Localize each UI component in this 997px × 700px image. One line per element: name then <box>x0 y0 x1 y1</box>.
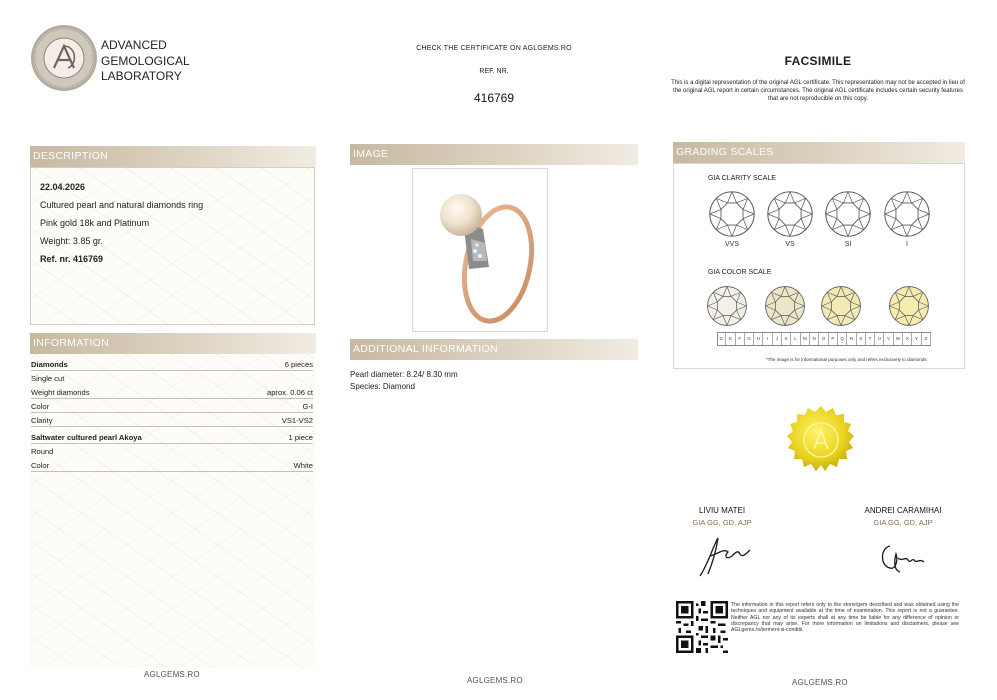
footer-center: AGLGEMS.RO <box>467 676 523 685</box>
color-letter: L <box>791 333 800 345</box>
info-row <box>31 414 313 427</box>
signature-credentials-2: GIA GG, GD, AJP <box>873 518 933 527</box>
info-row <box>31 358 313 371</box>
footer-right: AGLGEMS.RO <box>792 678 848 687</box>
legal-disclaimer: The information in this report refers only to the stone/gem described and was obtained using the techniques and equipment available at the time of examination. This report is not a guarantee. Neither AGL nor any of its experts shall at any time be liable for any difference of opinion or discrepancy that may arise. For more information on limitations and disclaimers, please see AGLgems.ro/termeni-si-conditii. <box>731 602 959 634</box>
signature-name-1: LIVIU MATEI <box>698 506 746 515</box>
species: Species: Diamond <box>350 382 415 391</box>
diamond-icon <box>820 285 862 327</box>
info-row <box>31 372 313 385</box>
info-row <box>31 459 313 472</box>
item-description: Cultured pearl and natural diamonds ring <box>40 200 204 210</box>
diamond-icon <box>824 190 872 238</box>
color-letter: D <box>717 333 726 345</box>
facsimile-notice: This is a digital representation of the original AGL certificate. This representation may not be accepted in lieu of the original AGL report in certain circumstances. The original AGL certificate includes certain security features that are not reproducible on this copy. <box>671 80 965 102</box>
information-header: INFORMATION <box>30 333 316 354</box>
info-row-value: 1 piece <box>288 433 313 442</box>
color-letter: T <box>866 333 875 345</box>
description-panel <box>30 167 315 325</box>
color-gem <box>706 285 748 332</box>
signature-liviu-matei <box>694 534 754 580</box>
color-letter: Y <box>912 333 921 345</box>
clarity-gem <box>708 190 756 248</box>
info-row <box>31 386 313 399</box>
grading-scales-header: GRADING SCALES <box>673 142 965 163</box>
color-letter: F <box>736 333 745 345</box>
footer-left: AGLGEMS.RO <box>144 670 200 679</box>
color-letter: J <box>773 333 782 345</box>
org-name-line-1: ADVANCED <box>101 38 167 52</box>
description-ref: Ref. nr. 416769 <box>40 254 104 264</box>
info-row-key: Color <box>31 402 50 411</box>
facsimile-title: FACSIMILE <box>784 54 852 68</box>
color-letter: H <box>754 333 763 345</box>
color-letter: I <box>764 333 773 345</box>
check-certificate-text: CHECK THE CERTIFICATE ON AGLGEMS.RO <box>416 45 572 52</box>
info-row <box>31 400 313 413</box>
diamond-icon <box>708 190 756 238</box>
color-letter: V <box>885 333 894 345</box>
image-header: IMAGE <box>350 144 638 165</box>
color-letter: K <box>782 333 791 345</box>
org-name-line-2: GEMOLOGICAL <box>101 53 190 68</box>
info-row-key: Round <box>31 447 54 456</box>
diamond-icon <box>766 190 814 238</box>
color-letter: X <box>903 333 912 345</box>
color-scale-title: GIA COLOR SCALE <box>708 269 772 276</box>
info-row-value: aprox. 0.06 ct <box>266 388 313 397</box>
gold-seal-icon <box>786 405 856 475</box>
info-row-key: Diamonds <box>31 360 68 369</box>
info-row-key: Single cut <box>31 374 65 383</box>
color-letter: Z <box>922 333 931 345</box>
diamond-icon <box>706 285 748 327</box>
item-weight: Weight: 3.85 gr. <box>40 236 103 246</box>
color-letter: S <box>857 333 866 345</box>
info-row-key: Saltwater cultured pearl Akoya <box>31 433 142 442</box>
color-letter: P <box>829 333 838 345</box>
clarity-label: SI <box>844 241 852 248</box>
info-row-value: White <box>293 461 313 470</box>
color-letter: M <box>801 333 810 345</box>
clarity-gem <box>883 190 931 248</box>
color-gem <box>888 285 930 332</box>
info-row-value: G-I <box>302 402 313 411</box>
diamond-icon <box>764 285 806 327</box>
metal-description: Pink gold 18k and Platinum <box>40 218 150 228</box>
grading-scales-panel <box>673 163 965 369</box>
clarity-label: VVS <box>724 241 739 248</box>
diamond-icon <box>883 190 931 238</box>
pearl-ring-image <box>413 169 547 331</box>
scale-note: *The image is for informational purposes only and refers exclusively to diamonds <box>766 357 927 362</box>
color-letter: W <box>894 333 903 345</box>
info-row <box>31 431 313 444</box>
org-name-line-3: LABORATORY <box>101 69 182 83</box>
clarity-label: I <box>906 241 908 248</box>
organization-name <box>101 38 190 85</box>
info-row-key: Clarity <box>31 416 53 425</box>
ref-number-value: 416769 <box>473 91 515 105</box>
color-letter: R <box>847 333 856 345</box>
clarity-gem <box>824 190 872 248</box>
color-letter: U <box>875 333 884 345</box>
additional-info-header: ADDITIONAL INFORMATION <box>350 339 638 360</box>
pearl-diameter: Pearl diameter: 8.24/ 8.30 mm <box>350 370 458 379</box>
clarity-gem <box>766 190 814 248</box>
report-date: 22.04.2026 <box>40 182 86 192</box>
clarity-label: VS <box>785 241 795 248</box>
color-letter: N <box>810 333 819 345</box>
signature-name-2: ANDREI CARAMIHAI <box>864 506 942 515</box>
signature-credentials-1: GIA GG, GD, AJP <box>692 518 752 527</box>
color-gem <box>820 285 862 332</box>
agl-logo-seal <box>30 24 98 92</box>
color-letter: E <box>726 333 735 345</box>
color-gem <box>764 285 806 332</box>
color-letter: Q <box>838 333 847 345</box>
info-row <box>31 445 313 458</box>
info-row-key: Color <box>31 461 50 470</box>
ring-image-frame <box>412 168 548 332</box>
info-row-value: 6 pieces <box>284 360 313 369</box>
qr-code-icon <box>676 601 728 653</box>
signature-andrei-caramihai <box>876 536 932 578</box>
info-row-key: Weight diamonds <box>31 388 90 397</box>
additional-info-text <box>350 369 458 393</box>
color-letter: G <box>745 333 754 345</box>
info-row-value: VS1-VS2 <box>281 416 313 425</box>
clarity-scale-title: GIA CLARITY SCALE <box>708 175 776 182</box>
description-header: DESCRIPTION <box>30 146 316 167</box>
color-letter: O <box>819 333 828 345</box>
diamond-icon <box>888 285 930 327</box>
ref-number-label: REF. NR. <box>479 68 509 75</box>
